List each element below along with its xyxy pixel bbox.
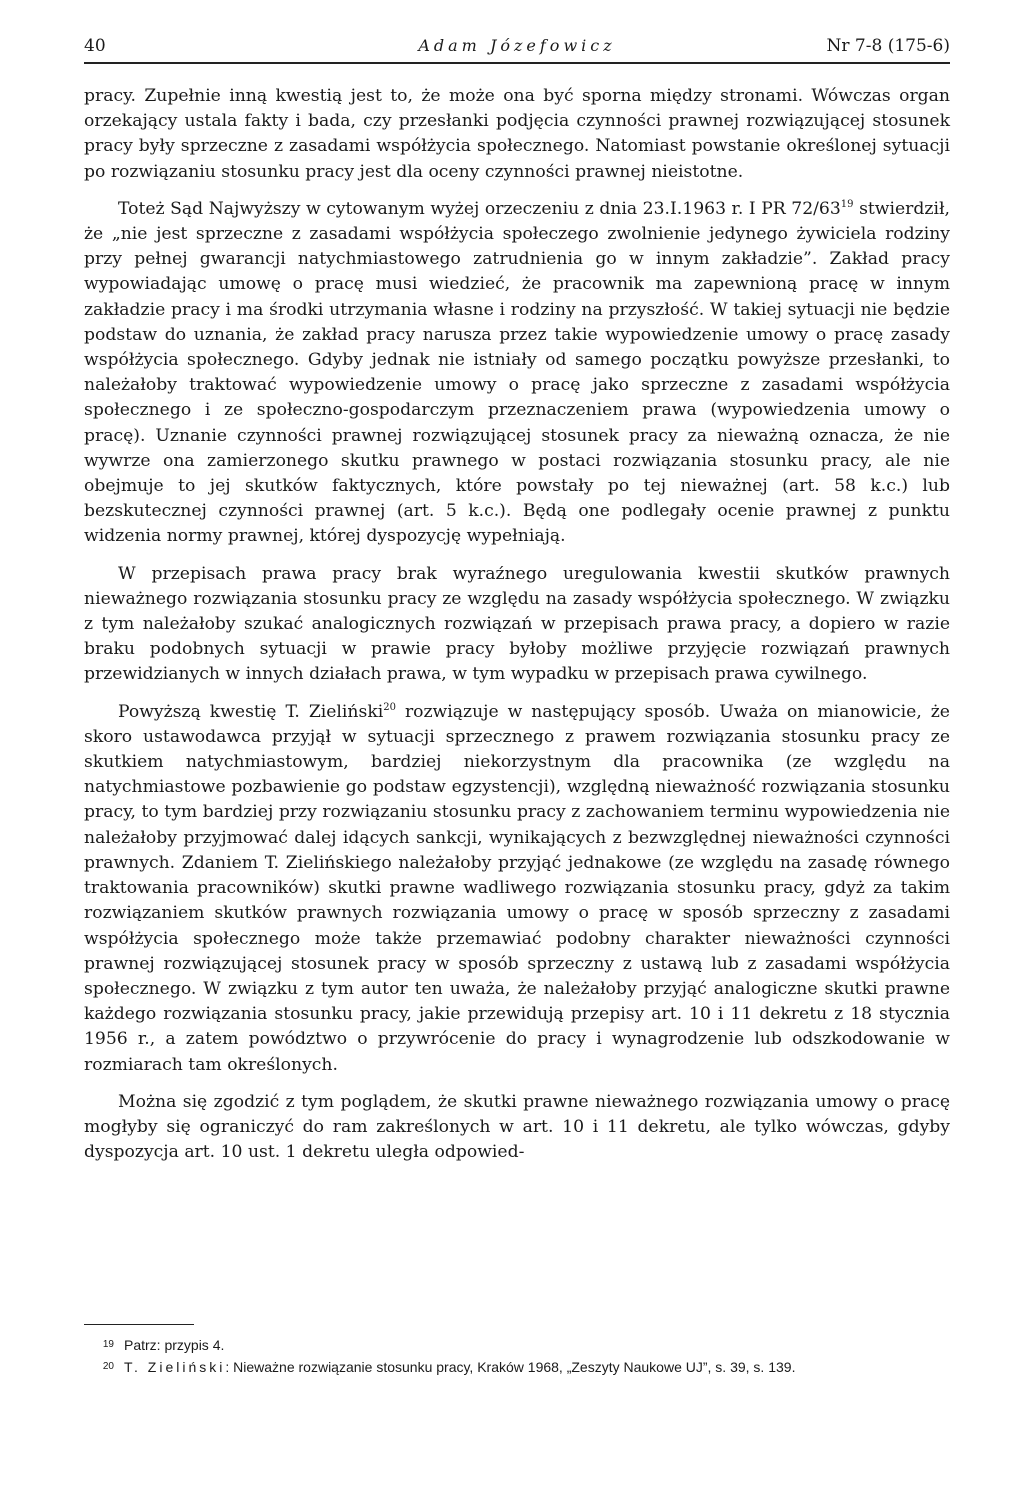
footnotes — [84, 1334, 950, 1378]
paragraph-4-text-b: rozwiązuje w następujący sposób. Uważa on mianowicie, że skoro ustawodawca przyjął w sytuacji sprzecznego z prawem rozwiązania stosunku pracy ze skutkiem natychmiastowym, bardziej niekorzystnym dla pracownika (ze względu na natychmiastowe pozbawienie go podstaw egzystencji), względną nieważność rozwiązania stosunku pracy, to tym bardziej przy rozwiązaniu stosunku pracy z zachowaniem terminu wypowiedzenia nie należałoby przyjmować dalej idących sankcji, wynikających z bezwzględnej nieważności czynności prawnych. Zdaniem T. Zielińskiego należałoby przyjąć jednakowe (ze względu na zasadę równego traktowania pracowników) skutki prawne wadliwego rozwiązania stosunku pracy, gdyż za takim rozwiązaniem skutków prawnych rozwiązania umowy o pracę w sposób sprzeczny z zasadami współżycia społecznego może także przemawiać podobny charakter nieważności czynności prawnej rozwiązującej stosunek pracy w sposób sprzeczny z ustawą lub z zasadami współżycia społecznego. W związku z tym autor ten uważa, że należałoby przyjąć analogiczne skutki prawne każdego rozwiązania stosunku pracy, jakie przewidują przepisy art. 10 i 11 dekretu z 18 stycznia 1956 r., a zatem powództwo o przywrócenie do pracy i wynagrodzenie lub odszkodowanie w rozmiarach tam określonych. — [84, 701, 950, 1075]
paragraph-4 — [84, 700, 950, 1078]
footnote-author: T. Zieliński — [124, 1359, 226, 1375]
paragraph-5: Można się zgodzić z tym poglądem, że skutki prawne nieważnego rozwiązania umowy o pracę mogłyby się ograniczyć do ram zakreślonych w art. 10 i 11 dekretu, ale tylko wówczas, gdyby dyspozycja art. 10 ust. 1 dekretu uległa odpowied- — [84, 1091, 950, 1163]
article-body — [84, 84, 950, 1165]
paragraph-1: pracy. Zupełnie inną kwestią jest to, że może ona być sporna między stronami. Wówczas organ orzekający ustala fakty i bada, czy przesłanki podjęcia czynności prawnej rozwiązującej stosunek pracy były sprzeczne z zasadami współżycia społecznego. Natomiast powstanie określonej sytuacji po rozwiązaniu stosunku pracy jest dla oceny czynności prawnej nieistotne. — [84, 86, 950, 182]
running-author: Adam Józefowicz — [418, 36, 616, 55]
footnote-citation: : Nieważne rozwiązanie stosunku pracy, Kraków 1968, „Zeszyty Naukowe UJ”, s. 39, s. 139. — [225, 1359, 796, 1375]
paragraph-2-text-a: Toteż Sąd Najwyższy w cytowanym wyżej orzeczeniu z dnia 23.I.1963 r. I PR 72/63 — [118, 198, 841, 219]
running-header — [84, 36, 950, 64]
paragraph-2 — [84, 197, 950, 550]
footnote-number: 20 — [102, 1361, 114, 1372]
page-number: 40 — [84, 36, 106, 56]
footnote-text: Patrz: przypis 4. — [124, 1337, 225, 1353]
footnote-number: 19 — [102, 1339, 114, 1350]
issue-number: Nr 7-8 (175-6) — [826, 36, 950, 56]
footnote-divider — [84, 1324, 194, 1325]
footnote-ref-20[interactable]: 20 — [383, 701, 396, 713]
footnote-ref-19[interactable]: 19 — [840, 198, 854, 210]
paragraph-4-text-a: Powyższą kwestię T. Zieliński — [118, 701, 384, 722]
footnote-20 — [84, 1356, 950, 1378]
paragraph-3: W przepisach prawa pracy brak wyraźnego uregulowania kwestii skutków prawnych nieważnego rozwiązania stosunku pracy ze względu na zasady współżycia społecznego. W związku z tym należałoby szukać analogicznych rozwiązań w przepisach prawa pracy, a dopiero w razie braku podobnych sytuacji w prawie pracy byłoby możliwe przyjęcie rozwiązań prawnych przewidzianych w innych działach prawa, w tym wypadku w przepisach prawa cywilnego. — [84, 563, 950, 685]
paragraph-2-text-b: stwierdził, że „nie jest sprzeczne z zasadami współżycia społeczego zwolnienie jedynego żywiciela rodziny przy pełnej gwarancji natychmiastowego zatrudnienia go w innym zakładzie”. Zakład pracy wypowiadając umowę o pracę musi wiedzieć, że pracownik ma zapewnioną pracę w innym zakładzie pracy i ma środki utrzymania własne i rodziny na przyszłość. W takiej sytuacji nie będzie podstaw do uznania, że zakład pracy narusza przez takie wypowiedzenie umowy o pracę zasady współżycia społecznego. Gdyby jednak nie istniały od samego początku powyższe przesłanki, to należałoby traktować wypowiedzenie umowy o pracę jako sprzeczne z zasadami współżycia społecznego i ze społeczno-gospodarczym przeznaczeniem prawa (wypowiedzenia umowy o pracę). Uznanie czynności prawnej rozwiązującej stosunek pracy za nieważną oznacza, że nie wywrze ona zamierzonego skutku prawnego w postaci rozwiązania stosunku pracy, ale nie obejmuje to jej skutków faktycznych, które powstały po tej nieważnej (art. 58 k.c.) lub bezskutecznej czynności prawnej (art. 5 k.c.). Będą one podlegały ocenie prawnej z punktu widzenia normy prawnej, której dyspozycję wypełniają. — [84, 198, 950, 547]
footnote-text — [124, 1356, 950, 1378]
footnote-19 — [84, 1334, 950, 1356]
